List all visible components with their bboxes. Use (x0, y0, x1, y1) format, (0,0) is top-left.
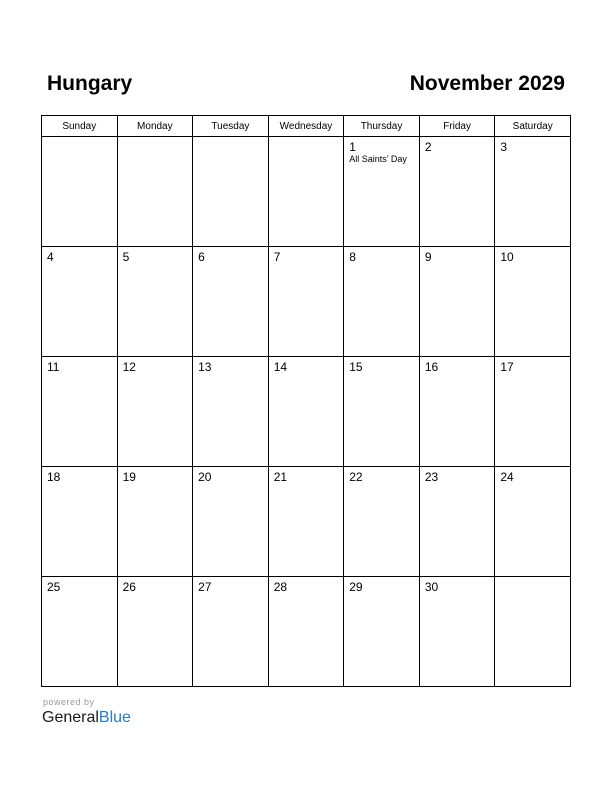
day-cell (419, 577, 495, 687)
day-number: 15 (349, 360, 363, 374)
day-number (269, 137, 344, 140)
day-cell (344, 137, 420, 247)
day-number: 23 (424, 470, 439, 484)
day-number: 26 (122, 580, 136, 594)
day-cell (495, 467, 571, 577)
day-cell (42, 247, 118, 357)
day-cell (344, 357, 420, 467)
day-number: 12 (122, 360, 136, 374)
day-cell (268, 357, 344, 467)
weekday-thursday: Thursday (344, 116, 420, 137)
day-cell (117, 467, 193, 577)
day-cell (268, 137, 344, 247)
day-cell (495, 357, 571, 467)
day-number (495, 577, 570, 580)
weekday-friday: Friday (419, 116, 495, 137)
day-number: 14 (273, 360, 288, 374)
day-cell (419, 137, 495, 247)
day-number: 2 (424, 140, 432, 154)
week-row (42, 137, 571, 247)
day-number: 4 (47, 250, 54, 264)
day-number: 19 (122, 470, 136, 484)
day-number (193, 137, 268, 140)
day-number: 8 (349, 250, 356, 264)
day-number: 18 (47, 470, 61, 484)
week-row (42, 467, 571, 577)
day-cell (344, 247, 420, 357)
week-row (42, 577, 571, 687)
day-number: 17 (500, 360, 514, 374)
day-number: 28 (273, 580, 288, 594)
day-number: 5 (122, 250, 130, 264)
brand-logo-part2: Blue (98, 709, 131, 726)
day-cell (117, 137, 193, 247)
day-number: 24 (500, 470, 514, 484)
weekday-header-row (42, 116, 571, 137)
day-cell (495, 577, 571, 687)
day-number: 20 (198, 470, 212, 484)
day-cell (193, 137, 269, 247)
day-cell (495, 137, 571, 247)
country-title: Hungary (47, 72, 133, 95)
week-row (42, 357, 571, 467)
day-cell (268, 577, 344, 687)
day-cell (193, 357, 269, 467)
day-number: 22 (349, 470, 363, 484)
day-cell (268, 247, 344, 357)
day-cell (117, 357, 193, 467)
week-row (42, 247, 571, 357)
day-cell (117, 247, 193, 357)
day-cell (117, 577, 193, 687)
day-number: 30 (424, 580, 439, 594)
day-number (118, 137, 193, 140)
day-number: 16 (424, 360, 439, 374)
day-number (42, 137, 117, 140)
day-cell (419, 467, 495, 577)
day-cell (193, 467, 269, 577)
day-cell (42, 357, 118, 467)
weekday-monday: Monday (117, 116, 193, 137)
day-number: 13 (198, 360, 212, 374)
day-number: 1 (349, 140, 356, 154)
day-cell (193, 247, 269, 357)
month-year-title: November 2029 (409, 72, 565, 95)
day-number: 6 (198, 250, 205, 264)
day-cell (419, 247, 495, 357)
day-cell (268, 467, 344, 577)
day-number: 10 (500, 250, 514, 264)
weekday-saturday: Saturday (495, 116, 571, 137)
footer-branding (42, 697, 131, 728)
day-number: 21 (273, 470, 288, 484)
weekday-sunday: Sunday (42, 116, 118, 137)
day-cell (42, 137, 118, 247)
day-number: 3 (500, 140, 508, 154)
day-cell (495, 247, 571, 357)
weekday-wednesday: Wednesday (268, 116, 344, 137)
day-cell (193, 577, 269, 687)
day-cell (42, 467, 118, 577)
day-cell (42, 577, 118, 687)
day-cell (419, 357, 495, 467)
day-number: 9 (424, 250, 432, 264)
day-number: 29 (349, 580, 363, 594)
powered-by-text: powered by (43, 697, 95, 707)
weekday-tuesday: Tuesday (193, 116, 269, 137)
day-number: 11 (47, 360, 60, 374)
day-number: 7 (273, 250, 281, 264)
holiday-label: All Saints’ Day (349, 154, 407, 164)
brand-logo-part1: General (42, 709, 99, 726)
day-number: 27 (198, 580, 212, 594)
calendar-grid (41, 115, 571, 687)
brand-logo[interactable] (42, 708, 131, 728)
day-cell (344, 577, 420, 687)
day-cell (344, 467, 420, 577)
day-number: 25 (47, 580, 61, 594)
